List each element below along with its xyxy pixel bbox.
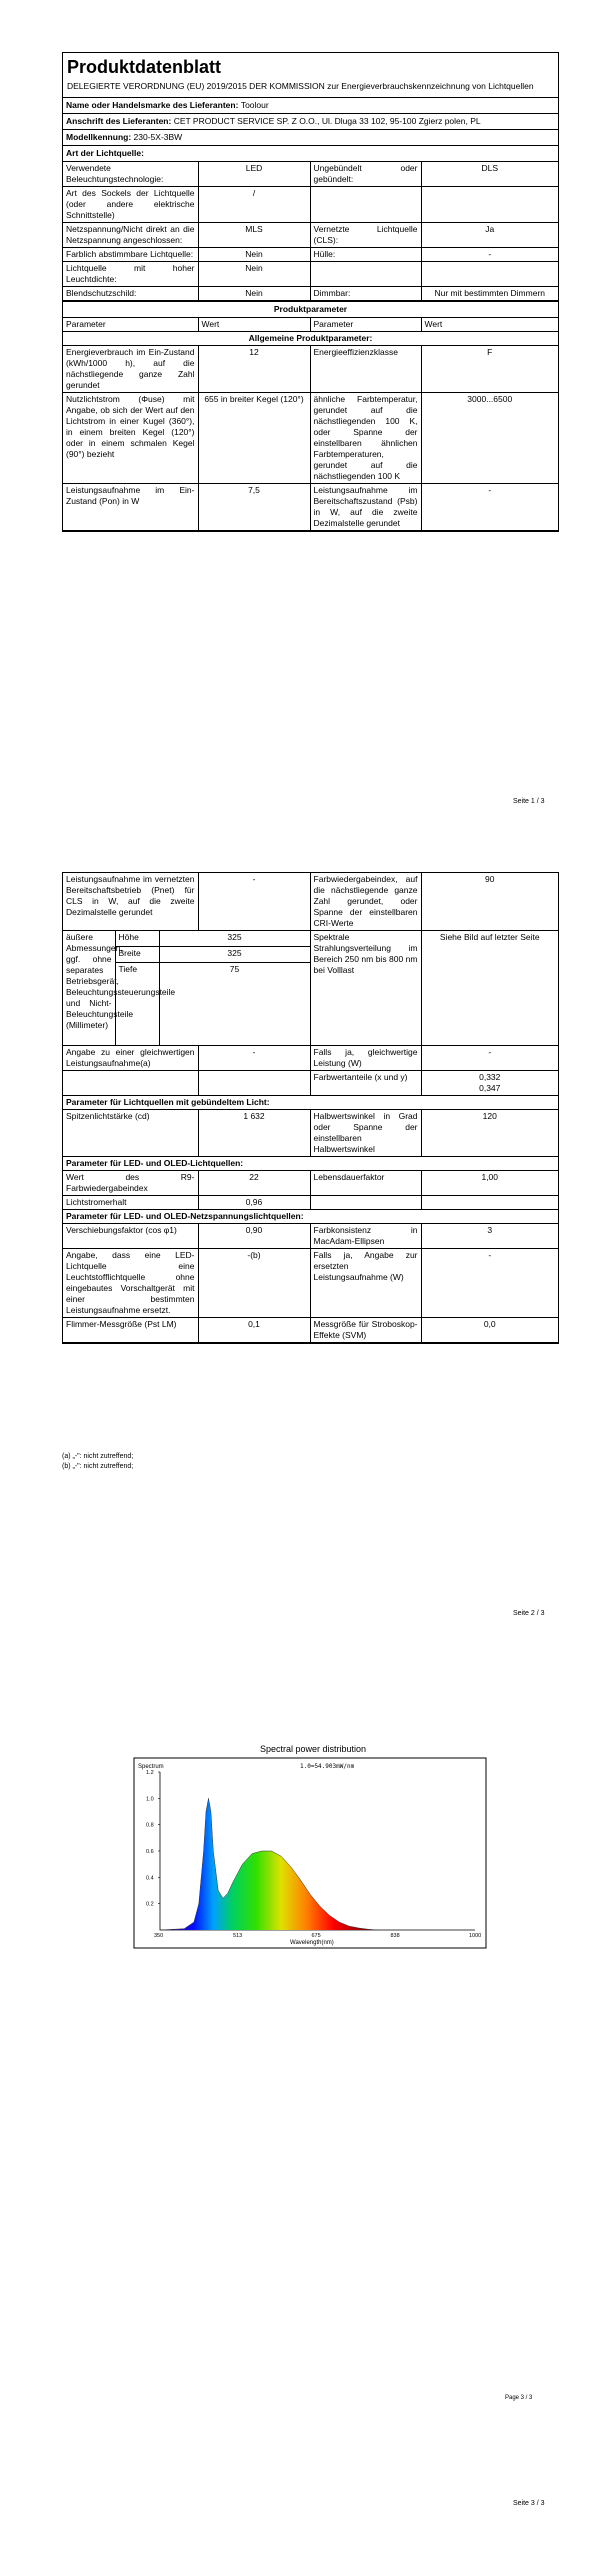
type-label-2: [310, 262, 421, 287]
type-label: Verwendete Beleuchtungstechnologie:: [63, 162, 198, 187]
y-tick-label: 1.2: [146, 1770, 154, 1776]
chroma-x: 0,332: [479, 1072, 501, 1082]
type-row: [63, 223, 558, 248]
led-value-2: 1,00: [421, 1171, 558, 1196]
mains-label-2: Falls ja, Angabe zur ersetzten Leistungsaufnahme (W): [310, 1249, 421, 1318]
chroma-values: [421, 1071, 558, 1096]
y-tick-label: 0.8: [146, 1822, 154, 1829]
type-label: Blendschutzschild:: [63, 287, 198, 301]
page-2: [0, 860, 607, 1660]
y-tick-label: 0.4: [146, 1875, 154, 1882]
x-tick-label: 675: [311, 1933, 321, 1939]
type-value: Nein: [198, 287, 310, 301]
general-value: 7,5: [198, 484, 310, 531]
mains-label-2: Farbkonsistenz in MacAdam-Ellipsen: [310, 1224, 421, 1249]
led-value: 22: [198, 1171, 310, 1196]
mains-row: [63, 1249, 558, 1318]
chart-title: Spectral power distribution: [260, 1744, 367, 1754]
led-label: Wert des R9-Farbwiedergabeindex: [63, 1171, 198, 1196]
type-label: Netzspannung/Nicht direkt an die Netzspannung angeschlossen:: [63, 223, 198, 248]
type-row: [63, 262, 558, 287]
footnotes: [62, 1452, 133, 1472]
page-footer-2: Seite 2 / 3: [513, 1610, 545, 1617]
type-value: LED: [198, 162, 310, 187]
page-1: [0, 0, 607, 815]
mains-value-2: -: [421, 1249, 558, 1318]
mains-value: -(b): [198, 1249, 310, 1318]
spectrum-chart: [130, 1742, 490, 1957]
type-value-2: Nur mit bestimmten Dimmern: [421, 287, 558, 301]
equiv-value: -: [198, 1046, 310, 1071]
mains-value-2: 3: [421, 1224, 558, 1249]
general-value-2: 3000...6500: [421, 393, 558, 484]
equiv-row: [63, 1046, 558, 1071]
address-label: Anschrift des Lieferanten:: [66, 116, 172, 126]
general-label-2: ähnliche Farbtemperatur, gerundet auf die nächstliegenden 100 K, oder Spanne der einstellbaren ähnlichen Farbtemperaturen, gerundet auf die nächstliegenden 100 K: [310, 393, 421, 484]
mains-label: Flimmer-Messgröße (Pst LM): [63, 1318, 198, 1343]
chroma-label: Farbwertanteile (x und y): [310, 1071, 421, 1096]
equiv-value-2: -: [421, 1046, 558, 1071]
type-row: [63, 187, 558, 223]
chroma-row: [63, 1071, 558, 1096]
led-label-2: Lebensdauerfaktor: [310, 1171, 421, 1196]
dimensions-table: [63, 931, 558, 1046]
model-label: Modellkennung:: [66, 132, 132, 142]
type-label-2: Hülle:: [310, 248, 421, 262]
spectral-label: Spektrale Strahlungsverteilung im Bereich 250 nm bis 800 nm bei Volllast: [310, 931, 421, 1046]
page-3: [0, 1700, 607, 2560]
equiv-label-2: Falls ja, gleichwertige Leistung (W): [310, 1046, 421, 1071]
general-label: Leistungsaufnahme im Ein-Zustand (Pon) in W: [63, 484, 198, 531]
address-row: [63, 114, 558, 130]
general-title-row: [63, 332, 558, 346]
mains-value: 0,90: [198, 1224, 310, 1249]
type-value: /: [198, 187, 310, 223]
model-row: [63, 130, 558, 146]
led-label-2: [310, 1196, 421, 1210]
dim-name-0: Höhe: [115, 931, 159, 946]
regulation-text: DELEGIERTE VERORDNUNG (EU) 2019/2015 DER KOMMISSION zur Energieverbrauchskennzeichnung von Lichtquellen: [67, 81, 534, 91]
dim-value-0: 325: [159, 931, 310, 946]
type-row: [63, 162, 558, 187]
led-title: Parameter für LED- und OLED-Lichtquellen:: [63, 1157, 558, 1171]
dim-name-1: Breite: [115, 946, 159, 962]
y-tick-label: 0.6: [146, 1849, 154, 1855]
type-row: [63, 287, 558, 301]
directional-label: Spitzenlichtstärke (cd): [63, 1110, 198, 1157]
x-tick-label: 1000: [469, 1933, 482, 1939]
y-tick-label: 1.0: [146, 1796, 154, 1803]
type-label: Lichtquelle mit hoher Leuchtdichte:: [63, 262, 198, 287]
general-label-2: Energieeffizienzklasse: [310, 346, 421, 393]
chart-xlabel: Wavelength(nm): [290, 1940, 334, 1946]
mains-row: [63, 1224, 558, 1249]
chart-ylabel: Spectrum: [138, 1764, 164, 1770]
equiv-table: [63, 1046, 558, 1343]
type-label-2: Dimmbar:: [310, 287, 421, 301]
supplier-value: Toolour: [240, 100, 269, 110]
supplier-row: [63, 98, 558, 114]
network-label: Leistungsaufnahme im vernetzten Bereitschaftsbetrieb (Pnet) für CLS in W, auf die zweite Dezimalstelle gerundet: [63, 873, 198, 931]
directional-label-2: Halbwertswinkel in Grad oder Spanne der einstellbaren Halbwertswinkel: [310, 1110, 421, 1157]
type-value: Nein: [198, 262, 310, 287]
x-tick-label: 350: [154, 1933, 164, 1939]
network-label-2: Farbwiedergabeindex, auf die nächstliegende ganze Zahl gerundet, oder Spanne der einstellbaren CRI-Werte: [310, 873, 421, 931]
led-row: [63, 1196, 558, 1210]
page2-table-a: [63, 872, 558, 931]
type-label-2: Ungebündelt oder gebündelt:: [310, 162, 421, 187]
general-label: Nutzlichtstrom (Φuse) mit Angabe, ob sich der Wert auf den Lichtstrom in einer Kugel (360°), in einem breiten Kegel (120°) oder in einem schmalen Kegel (90°) bezieht: [63, 393, 198, 484]
title-block: [63, 53, 558, 98]
equiv-label: Angabe zu einer gleichwertigen Leistungsaufnahme(a): [63, 1046, 198, 1071]
type-value-2: [421, 262, 558, 287]
general-row: [63, 484, 558, 531]
x-tick-label: 838: [390, 1933, 400, 1939]
general-label-2: Leistungsaufnahme im Bereitschaftszustand (Psb) in W, auf die zweite Dezimalstelle gerundet: [310, 484, 421, 531]
spectral-value: Siehe Bild auf letzter Seite: [421, 931, 558, 1046]
mains-label-2: Messgröße für Stroboskop-Effekte (SVM): [310, 1318, 421, 1343]
type-value: Nein: [198, 248, 310, 262]
general-value: 655 in breiter Kegel (120°): [198, 393, 310, 484]
type-label: Art des Sockels der Lichtquelle (oder andere elektrische Schnittstelle): [63, 187, 198, 223]
led-label: Lichtstromerhalt: [63, 1196, 198, 1210]
mains-row: [63, 1318, 558, 1343]
general-label: Energieverbrauch im Ein-Zustand (kWh/1000 h), auf die nächstliegende ganze Zahl gerundet: [63, 346, 198, 393]
col-value-2: Wert: [421, 318, 558, 332]
model-value: 230-5X-3BW: [133, 132, 183, 142]
mains-label: Verschiebungsfaktor (cos φ1): [63, 1224, 198, 1249]
dimensions-label: äußere Abmessungen, ggf. ohne separates Betriebsgerät, Beleuchtungssteuerungsteile und Nicht-Beleuchtungsteile (Millimeter): [63, 931, 115, 1046]
chart-annotation: 1.0=54.903mW/nm: [300, 1763, 355, 1770]
page-footer-1: Seite 1 / 3: [513, 798, 545, 805]
type-section-title: Art der Lichtquelle:: [63, 146, 558, 162]
dim-value-2: 75: [159, 963, 310, 1046]
mains-title: Parameter für LED- und OLED-Netzspannungslichtquellen:: [63, 1210, 558, 1224]
general-value-2: F: [421, 346, 558, 393]
type-label-2: [310, 187, 421, 223]
network-value-2: 90: [421, 873, 558, 931]
directional-row: [63, 1110, 558, 1157]
page-title: Produktdatenblatt: [67, 57, 222, 77]
params-header-row: [63, 318, 558, 332]
inner-page-footer: Page 3 / 3: [505, 2395, 533, 2401]
datasheet-page-1: [62, 52, 559, 532]
network-row: [63, 873, 558, 931]
type-value-2: Ja: [421, 223, 558, 248]
directional-value: 1 632: [198, 1110, 310, 1157]
type-value-2: -: [421, 248, 558, 262]
general-title: Allgemeine Produktparameter:: [63, 332, 558, 346]
mains-value-2: 0,0: [421, 1318, 558, 1343]
dim-row-1: [63, 931, 558, 946]
type-table: [63, 162, 558, 301]
y-tick-label: 0.2: [146, 1901, 154, 1908]
dim-name-2: Tiefe: [115, 963, 159, 1046]
led-value: 0,96: [198, 1196, 310, 1210]
spectrum-svg: [130, 1742, 490, 1952]
dim-value-1: 325: [159, 946, 310, 962]
col-param-1: Parameter: [63, 318, 198, 332]
supplier-label: Name oder Handelsmarke des Lieferanten:: [66, 100, 239, 110]
footnote-a: (a) „-": nicht zutreffend;: [62, 1453, 134, 1460]
general-row: [63, 346, 558, 393]
chroma-y: 0,347: [479, 1083, 501, 1093]
mains-label: Angabe, dass eine LED-Lichtquelle eine Leuchtstofflichtquelle ohne eingebautes Vorschaltgerät mit einer bestimmten Leistungsaufnahme ersetzt.: [63, 1249, 198, 1318]
general-row: [63, 393, 558, 484]
address-value: CET PRODUCT SERVICE SP. Z O.O., Ul. Dluga 33 102, 95-100 Zgierz polen, PL: [173, 116, 481, 126]
footnote-b: (b) „-": nicht zutreffend;: [62, 1463, 134, 1470]
mains-value: 0,1: [198, 1318, 310, 1343]
general-value: 12: [198, 346, 310, 393]
led-value-2: [421, 1196, 558, 1210]
datasheet-page-2: [62, 872, 559, 1344]
directional-title: Parameter für Lichtquellen mit gebündeltem Licht:: [63, 1096, 558, 1110]
type-value: MLS: [198, 223, 310, 248]
directional-value-2: 120: [421, 1110, 558, 1157]
general-value-2: -: [421, 484, 558, 531]
params-title: Produktparameter: [63, 301, 558, 318]
general-params-table: [63, 318, 558, 531]
page-footer-3: Seite 3 / 3: [513, 2500, 545, 2507]
type-value-2: [421, 187, 558, 223]
type-value-2: DLS: [421, 162, 558, 187]
type-label-2: Vernetzte Lichtquelle (CLS):: [310, 223, 421, 248]
led-row: [63, 1171, 558, 1196]
type-label: Farblich abstimmbare Lichtquelle:: [63, 248, 198, 262]
x-tick-label: 513: [232, 1933, 243, 1939]
network-value: -: [198, 873, 310, 931]
col-param-2: Parameter: [310, 318, 421, 332]
type-row: [63, 248, 558, 262]
col-value-1: Wert: [198, 318, 310, 332]
